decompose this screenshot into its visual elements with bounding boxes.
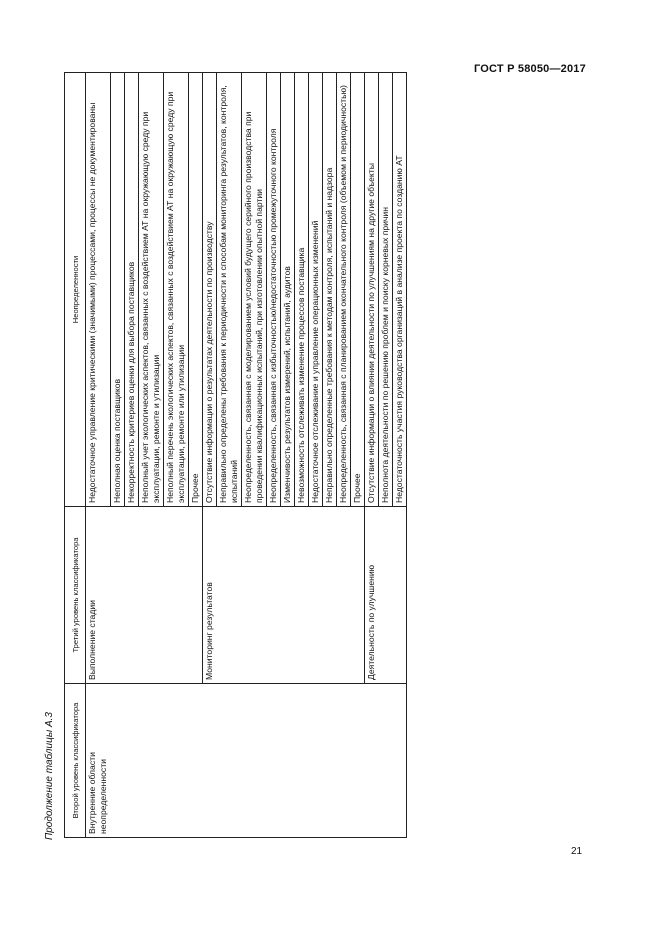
uncertainty-cell: Неопределенность, связанная с моделированием условий будущего серийного производства при проведении квалификационных испытаний, при изготовлении опытной партии xyxy=(241,73,266,507)
table-row xyxy=(336,73,350,838)
level2-cell-continued xyxy=(202,684,216,838)
uncertainty-cell: Неопределенность, связанная с избыточностью/недостаточностью промежуточного контроля xyxy=(266,73,280,507)
level2-cell-continued xyxy=(336,684,350,838)
table-row xyxy=(124,73,138,838)
level3-cell: Выполнение стадии xyxy=(86,507,203,684)
level2-cell-continued xyxy=(392,684,406,838)
page-number: 21 xyxy=(571,846,583,857)
uncertainty-cell: Некорректность критериев оценки для выбора поставщиков xyxy=(124,73,138,507)
level2-cell-continued xyxy=(124,684,138,838)
table-row xyxy=(280,73,294,838)
uncertainty-cell: Недостаточное отслеживание и управление операционных изменений xyxy=(308,73,322,507)
document-code: ГОСТ Р 58050—2017 xyxy=(474,63,586,75)
level2-cell-continued xyxy=(163,684,188,838)
table-caption: Продолжение таблицы А.3 xyxy=(44,712,55,840)
table-body xyxy=(86,73,407,838)
uncertainty-cell: Неправильно определенные требования к методам контроля, испытаний и надзора xyxy=(322,73,336,507)
uncertainty-cell: Отсутствие информации о результатах деятельности по производству xyxy=(202,73,216,507)
table-row xyxy=(294,73,308,838)
level2-cell-continued xyxy=(216,684,241,838)
uncertainty-cell: Недостаточность участия руководства организаций в анализе проекта по созданию АТ xyxy=(392,73,406,507)
table-row xyxy=(378,73,392,838)
level2-cell-continued xyxy=(378,684,392,838)
uncertainty-cell: Отсутствие информации о влиянии деятельности по улучшениям на другие объекты xyxy=(364,73,378,507)
uncertainty-cell: Прочее xyxy=(188,73,202,507)
uncertainty-cell: Невозможность отслеживать изменение процессов поставщика xyxy=(294,73,308,507)
table-row xyxy=(322,73,336,838)
table-row xyxy=(241,73,266,838)
header-level3: Третий уровень классификатора xyxy=(65,507,86,684)
level2-cell-continued xyxy=(364,684,378,838)
uncertainty-cell: Неполный учет экологических аспектов, связанных с воздействием АТ на окружающую среду при эксплуатации, ремонте и утилизации xyxy=(138,73,163,507)
table-row xyxy=(216,73,241,838)
uncertainty-cell: Неправильно определены требования к периодичности и способам мониторинга результатов, контроля, испытаний xyxy=(216,73,241,507)
table-row xyxy=(110,73,124,838)
level2-cell-continued xyxy=(280,684,294,838)
level2-cell-continued xyxy=(308,684,322,838)
table-row xyxy=(163,73,188,838)
uncertainty-cell: Неопределенность, связанная с планированием окончательного контроля (объемом и периодичностью) xyxy=(336,73,350,507)
table-header-row xyxy=(65,73,86,838)
level2-cell-continued xyxy=(241,684,266,838)
header-uncertainties: Неопределенности xyxy=(65,73,86,507)
uncertainty-cell: Неполнота деятельности по решению проблем и поиску корневых причин xyxy=(378,73,392,507)
level2-cell-continued xyxy=(294,684,308,838)
level3-cell: Мониторинг результатов xyxy=(202,507,364,684)
table-row xyxy=(364,73,378,838)
table-row xyxy=(266,73,280,838)
uncertainty-cell: Прочее xyxy=(350,73,364,507)
table-row xyxy=(350,73,364,838)
uncertainty-cell: Недостаточное управление критическими (значимыми) процессами, процессы не документированы xyxy=(86,73,111,507)
uncertainty-cell: Неполная оценка поставщиков xyxy=(110,73,124,507)
table-row xyxy=(86,73,111,838)
level2-cell-continued xyxy=(138,684,163,838)
level3-cell: Деятельность по улучшению xyxy=(364,507,406,684)
table-row xyxy=(392,73,406,838)
table-row xyxy=(308,73,322,838)
level2-cell-continued xyxy=(266,684,280,838)
table-row xyxy=(188,73,202,838)
rotated-table-container xyxy=(64,85,579,838)
level2-cell: Внутренние области неопределенности xyxy=(86,684,111,838)
uncertainty-cell: Неполный перечень экологических аспектов, связанных с воздействием АТ на окружающую среду при эксплуатации, ремонте или утилизации xyxy=(163,73,188,507)
classification-table xyxy=(64,72,407,838)
level2-cell-continued xyxy=(350,684,364,838)
table-row xyxy=(138,73,163,838)
uncertainty-cell: Изменчивость результатов измерений, испытаний, аудитов xyxy=(280,73,294,507)
level2-cell-continued xyxy=(188,684,202,838)
level2-cell-continued xyxy=(110,684,124,838)
table-row xyxy=(202,73,216,838)
header-level2: Второй уровень классификатора xyxy=(65,684,86,838)
level2-cell-continued xyxy=(322,684,336,838)
